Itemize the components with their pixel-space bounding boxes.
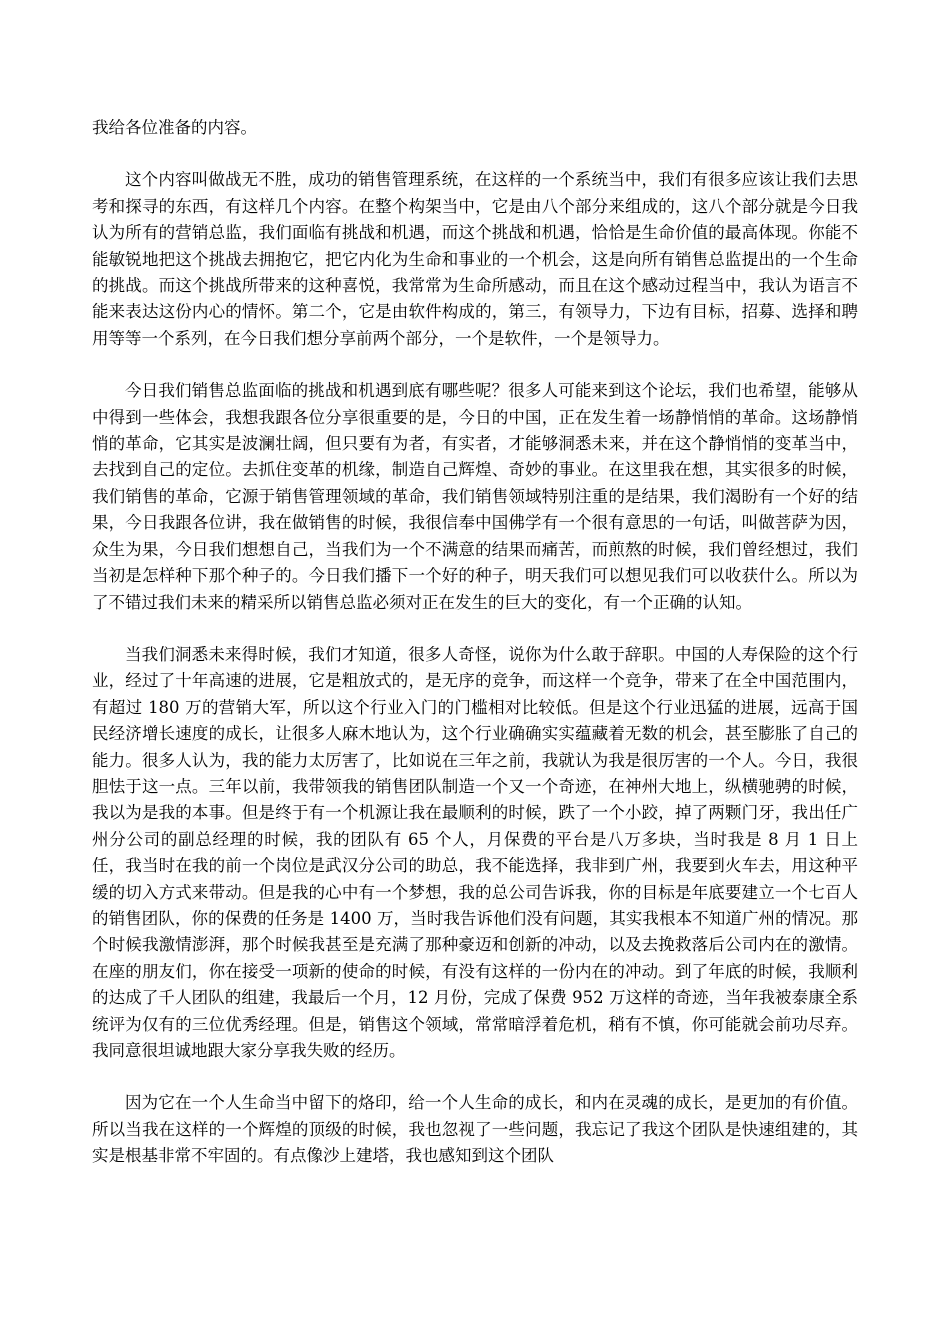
paragraph: 这个内容叫做战无不胜，成功的销售管理系统，在这样的一个系统当中，我们有很多应该让我们去思考和探寻的东西，有这样几个内容。在整个构架当中，它是由八个部分来组成的，这八个部分就是今日我认为所有的营销总监，我们面临有挑战和机遇，而这个挑战和机遇，恰恰是生命价值的最高体现。你能不能敏锐地把这个挑战去拥抱它，把它内化为生命和事业的一个机会，这是向所有销售总监提出的一个生命的挑战。而这个挑战所带来的这种喜悦，我常常为生命所感动，而且在这个感动过程当中，我认为语言不能来表达这份内心的情怀。第二个，它是由软件构成的，第三，有领导力，下边有目标，招募、选择和聘用等等一个系列，在今日我们想分享前两个部分，一个是软件，一个是领导力。 [92,170,858,348]
paragraph: 当我们洞悉未来得时候，我们才知道，很多人奇怪，说你为什么敢于辞职。中国的人寿保险的这个行业，经过了十年高速的进展，它是粗放式的，是无序的竞争，而这样一个竞争，带来了在全中国范围内，有超过 180 万的营销大军，所以这个行业入门的门槛相对比较低。但是这个行业迅猛的进展，远高于国民经济增长速度的成长，让很多人麻木地认为，这个行业确确实实蕴藏着无数的机会，甚至膨胀了自己的能力。很多人认为，我的能力太厉害了，比如说在三年之前，我就认为我是很厉害的一个人。今日，我很胆怯于这一点。三年以前，我带领我的销售团队制造一个又一个奇迹，在神州大地上，纵横驰骋的时候，我以为是我的本事。但是终于有一个机源让我在最顺利的时候，跌了一个小跤，掉了两颗门牙，我出任广州分公司的副总经理的时候，我的团队有 65 个人，月保费的平台是八万多块，当时我是 8 月 1 日上任，我当时在我的前一个岗位是武汉分公司的助总，我不能选择，我非到广州，我要到火车去，用这种平缓的切入方式来带动。但是我的心中有一个梦想，我的总公司告诉我，你的目标是年底要建立一个七百人的销售团队，你的保费的任务是 1400 万，当时我告诉他们没有问题，其实我根本不知道广州的情况。那个时候我激情澎湃，那个时候我甚至是充满了那种豪迈和创新的冲动，以及去挽救落后公司内在的激情。在座的朋友们，你在接受一项新的使命的时候，有没有这样的一份内在的冲动。到了年底的时候，我顺利的达成了千人团队的组建，我最后一个月，12 月份，完成了保费 952 万这样的奇迹，当年我被泰康全系统评为仅有的三位优秀经理。但是，销售这个领域，常常暗浮着危机，稍有不慎，你可能就会前功尽弃。我同意很坦诚地跟大家分享我失败的经历。 [92,644,858,1060]
paragraph: 因为它在一个人生命当中留下的烙印，给一个人生命的成长，和内在灵魂的成长，是更加的有价值。所以当我在这样的一个辉煌的顶级的时候，我也忽视了一些问题，我忘记了我这个团队是快速组建的，其实是根基非常不牢固的。有点像沙上建塔，我也感知到这个团队 [92,1093,858,1166]
paragraph: 今日我们销售总监面临的挑战和机遇到底有哪些呢？很多人可能来到这个论坛，我们也希望，能够从中得到一些体会，我想我跟各位分享很重要的是，今日的中国，正在发生着一场静悄悄的革命。这场静悄悄的革命，它其实是波澜壮阔，但只要有为者，有实者，才能够洞悉未来，并在这个静悄悄的变革当中，去找到自己的定位。去抓住变革的机缘，制造自己辉煌、奇妙的事业。在这里我在想，其实很多的时候，我们销售的革命，它源于销售管理领域的革命，我们销售领域特别注重的是结果，我们渴盼有一个好的结果，今日我跟各位讲，我在做销售的时候，我很信奉中国佛学有一个很有意思的一句话，叫做菩萨为因，众生为果，今日我们想想自己，当我们为一个不满意的结果而痛苦，而煎熬的时候，我们曾经想过，我们当初是怎样种下那个种子的。今日我们播下一个好的种子，明天我们可以想见我们可以收获什么。所以为了不错过我们未来的精采所以销售总监必须对正在发生的巨大的变化，有一个正确的认知。 [92,381,858,612]
paragraph: 我给各位准备的内容。 [92,118,257,137]
